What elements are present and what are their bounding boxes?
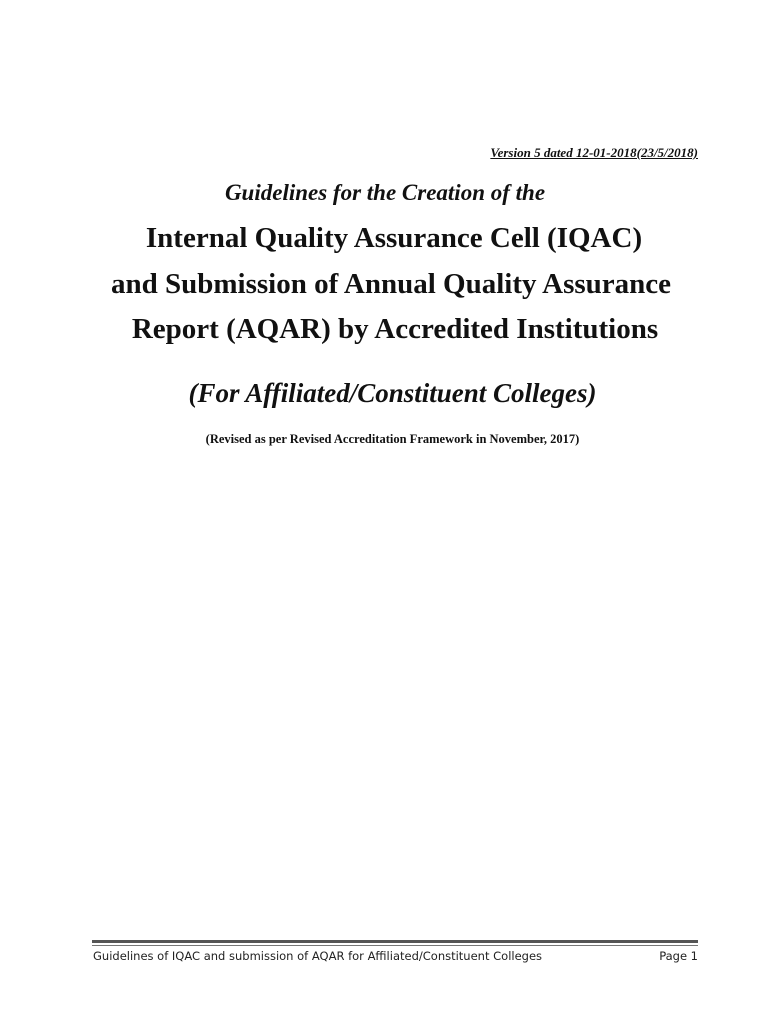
footer-divider — [92, 940, 698, 943]
page-number: Page 1 — [659, 949, 698, 963]
document-title-line-2: and Submission of Annual Quality Assurance — [110, 268, 672, 300]
audience-heading: (For Affiliated/Constituent Colleges) — [188, 378, 597, 408]
footer-divider-thin — [92, 945, 698, 946]
version-label: Version 5 dated 12-01-2018(23/5/2018) — [490, 145, 698, 160]
document-subtitle: Guidelines for the Creation of the — [224, 180, 546, 205]
document-title-line-1: Internal Quality Assurance Cell (IQAC) — [145, 222, 643, 254]
revision-note: (Revised as per Revised Accreditation Framework in November, 2017) — [205, 432, 580, 446]
footer-text: Guidelines of IQAC and submission of AQAR for Affiliated/Constituent Colleges — [93, 949, 543, 963]
document-title-line-3: Report (AQAR) by Accredited Institutions — [131, 313, 659, 345]
